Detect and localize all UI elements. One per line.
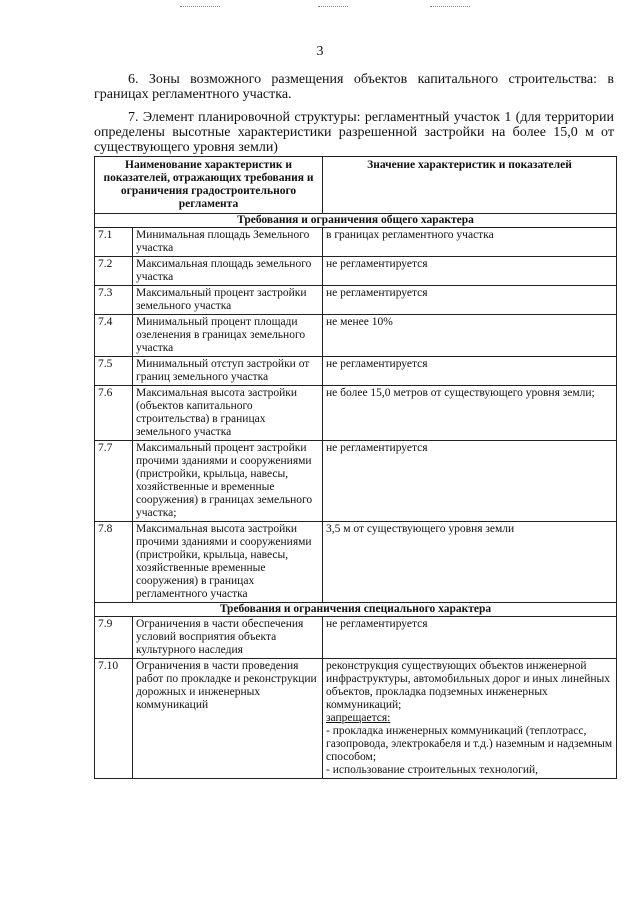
row-value: не более 15,0 метров от существующего уровня земли; bbox=[323, 386, 617, 441]
row-value: не регламентируется bbox=[323, 441, 617, 522]
table-row bbox=[95, 228, 617, 257]
scan-artifact bbox=[430, 6, 470, 7]
table-row bbox=[95, 441, 617, 522]
row-value: в границах регламентного участка bbox=[323, 228, 617, 257]
scan-artifact bbox=[180, 6, 220, 7]
table-row bbox=[95, 659, 617, 779]
table-row bbox=[95, 522, 617, 603]
row-characteristic: Максимальный процент застройки земельного участка bbox=[133, 286, 323, 315]
section-general-title: Требования и ограничения общего характера bbox=[95, 214, 617, 228]
row-value: не менее 10% bbox=[323, 315, 617, 357]
paragraph-7 bbox=[94, 110, 614, 155]
table-row bbox=[95, 257, 617, 286]
row-number: 7.2 bbox=[95, 257, 133, 286]
value-line-allowed: реконструкция существующих объектов инженерной инфраструктуры, автомобильных дорог и иных линейных объектов, прокладка подземных инженерных коммуникаций; bbox=[326, 660, 611, 711]
row-characteristic: Максимальная высота застройки прочими зданиями и сооружениями (пристройки, крыльца, навесы, хозяйственные временные сооружения) в границах регламентного участка bbox=[133, 522, 323, 603]
header-characteristic-value: Значение характеристик и показателей bbox=[323, 157, 617, 214]
row-number: 7.1 bbox=[95, 228, 133, 257]
paragraph-6 bbox=[94, 72, 614, 102]
table-row bbox=[95, 357, 617, 386]
row-number: 7.4 bbox=[95, 315, 133, 357]
section-special-row bbox=[95, 603, 617, 617]
section-special-title: Требования и ограничения специального характера bbox=[95, 603, 617, 617]
row-characteristic: Максимальная площадь земельного участка bbox=[133, 257, 323, 286]
row-number: 7.5 bbox=[95, 357, 133, 386]
row-number: 7.6 bbox=[95, 386, 133, 441]
row-value: 3,5 м от существующего уровня земли bbox=[323, 522, 617, 603]
table-row bbox=[95, 286, 617, 315]
row-characteristic: Минимальный отступ застройки от границ земельного участка bbox=[133, 357, 323, 386]
row-number: 7.8 bbox=[95, 522, 133, 603]
row-number: 7.9 bbox=[95, 617, 133, 659]
table-row bbox=[95, 386, 617, 441]
paragraph-7-text: 7. Элемент планировочной структуры: регламентный участок 1 (для территории определены высотные характеристики разрешенной застройки на более 15,0 м от существующего уровня земли) bbox=[94, 110, 614, 155]
row-value: не регламентируется bbox=[323, 257, 617, 286]
value-line-forbidden-2: - использование строительных технологий, bbox=[326, 764, 539, 776]
header-characteristic-name: Наименование характеристик и показателей, отражающих требования и ограничения градостроительного регламента bbox=[95, 157, 323, 214]
row-characteristic: Минимальный процент площади озеленения в границах земельного участка bbox=[133, 315, 323, 357]
paragraph-6-text: 6. Зоны возможного размещения объектов капитального строительства: в границах регламентного участка. bbox=[94, 72, 614, 102]
row-number: 7.7 bbox=[95, 441, 133, 522]
scan-artifact bbox=[318, 6, 348, 7]
value-line-forbidden-1: - прокладка инженерных коммуникаций (теплотрасс, газопровода, электрокабеля и т.д.) наземным и надземным способом; bbox=[326, 725, 613, 763]
row-characteristic: Минимальная площадь Земельного участка bbox=[133, 228, 323, 257]
row-number: 7.3 bbox=[95, 286, 133, 315]
row-characteristic: Максимальный процент застройки прочими зданиями и сооружениями (пристройки, крыльца, навесы, хозяйственные и временные сооружения) в границах земельного участка; bbox=[133, 441, 323, 522]
row-number: 7.10 bbox=[95, 659, 133, 779]
row-characteristic: Ограничения в части проведения работ по прокладке и реконструкции дорожных и инженерных коммуникаций bbox=[133, 659, 323, 779]
page-number: 3 bbox=[316, 44, 324, 59]
row-characteristic: Максимальная высота застройки (объектов капитального строительства) в границах земельного участка bbox=[133, 386, 323, 441]
regulation-table bbox=[94, 156, 617, 779]
table-row bbox=[95, 315, 617, 357]
section-general-row bbox=[95, 214, 617, 228]
row-value bbox=[323, 659, 617, 779]
row-value: не регламентируется bbox=[323, 357, 617, 386]
row-value: не регламентируется bbox=[323, 286, 617, 315]
table-header-row bbox=[95, 157, 617, 214]
row-value: не регламентируется bbox=[323, 617, 617, 659]
table-row bbox=[95, 617, 617, 659]
value-forbidden-label: запрещается: bbox=[326, 712, 391, 724]
row-characteristic: Ограничения в части обеспечения условий восприятия объекта культурного наследия bbox=[133, 617, 323, 659]
